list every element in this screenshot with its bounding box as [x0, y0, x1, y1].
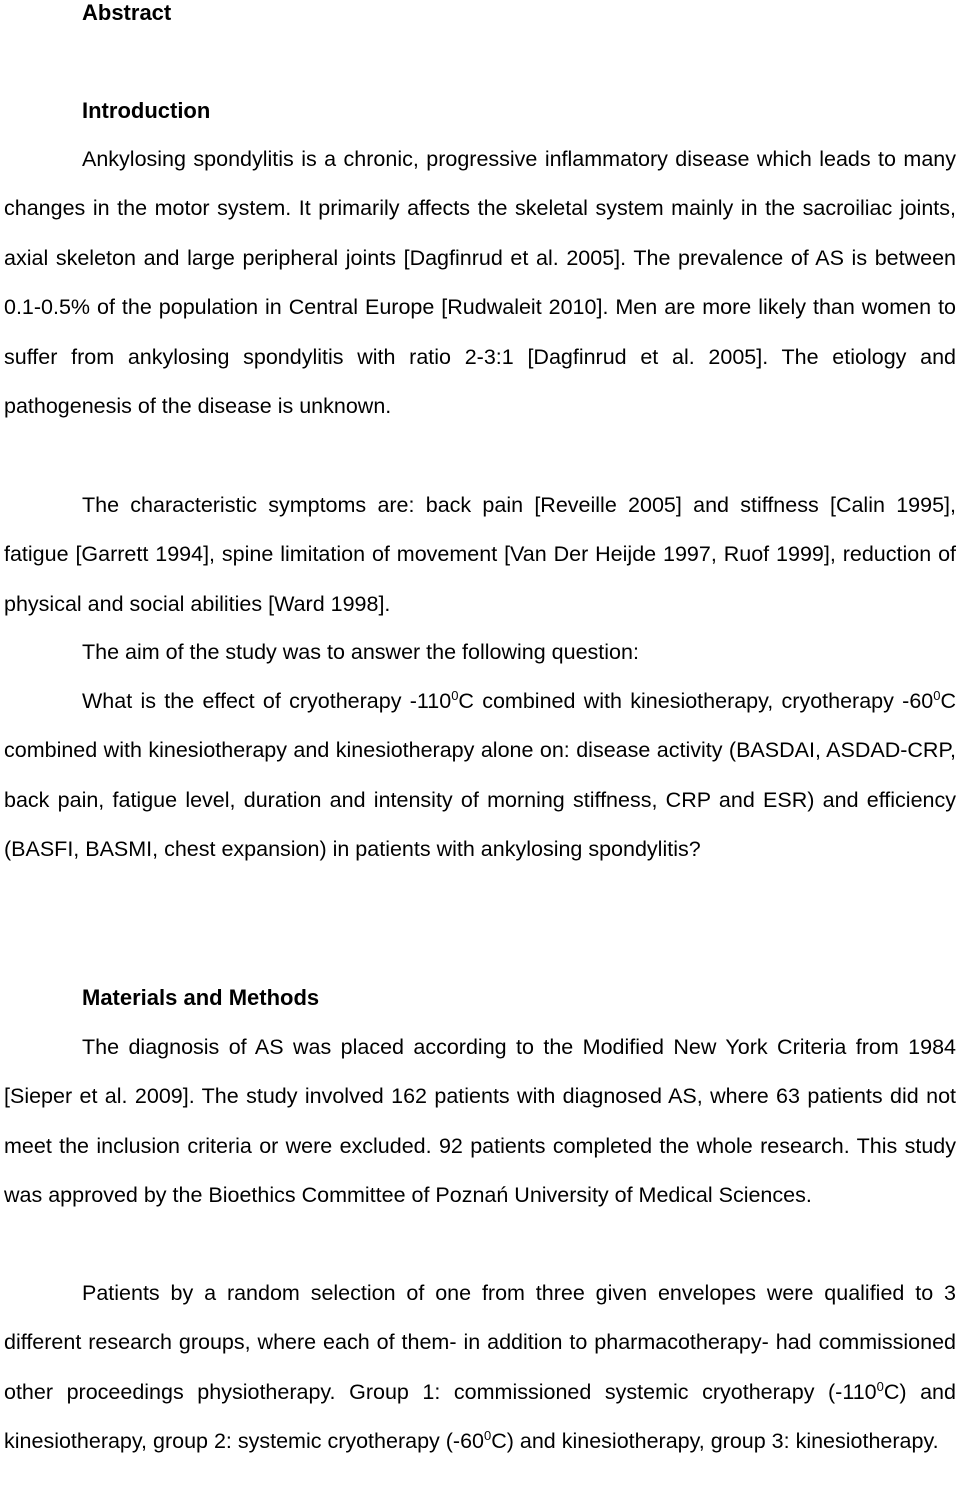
intro-paragraph-1: Ankylosing spondylitis is a chronic, progressive inflammatory disease which leads to many changes in the motor system. It primarily affects the skeletal system mainly in the sacroiliac joints, axial skeleton and large peripheral joints [Dagfinrud et al. 2005]. The prevalence of AS is between 0.1-0.5% of the population in Central Europe [Rudwaleit 2010]. Men are more likely than women to suffer from ankylosing spondylitis with ratio 2-3:1 [Dagfinrud et al. 2005]. The etiology and pathogenesis of the disease is unknown. — [4, 147, 956, 419]
research-question — [4, 677, 956, 875]
methods-paragraph-1: The diagnosis of AS was placed according to the Modified New York Criteria from 1984 [Sieper et al. 2009]. The study involved 162 patients with diagnosed AS, where 63 patients did not meet the inclusion criteria or were excluded. 92 patients completed the whole research. This study was approved by the Bioethics Committee of Poznań University of Medical Sciences. — [4, 1035, 956, 1208]
research-question-text-3: C combined with kinesiotherapy and kinesiotherapy alone on: disease activity (BASDAI, ASDAD-CRP, back pain, fatigue level, duration and intensity of morning stiffness, CRP and ESR) and efficiency (BASFI, BASMI, chest expansion) in patients with ankylosing spondylitis? — [4, 689, 956, 862]
methods-paragraph-2-text-3: C) and kinesiotherapy, group 3: kinesiotherapy. — [491, 1429, 939, 1454]
introduction-heading: Introduction — [82, 98, 211, 123]
degree-superscript: 0 — [483, 1428, 492, 1444]
methods-paragraph-2 — [4, 1269, 956, 1467]
methods-paragraph-2-text-2: C) and kinesiotherapy, group 2: systemic cryotherapy (-60 — [4, 1379, 956, 1454]
intro-paragraph-2: The characteristic symptoms are: back pain [Reveille 2005] and stiffness [Calin 1995], fatigue [Garrett 1994], spine limitation of movement [Van Der Heijde 1997, Ruof 1999], reduction of physical and social abilities [Ward 1998]. — [4, 493, 956, 616]
methods-heading: Materials and Methods — [82, 985, 320, 1010]
intro-paragraph-3: The aim of the study was to answer the following question: — [82, 640, 639, 664]
degree-superscript: 0 — [876, 1379, 884, 1395]
degree-superscript: 0 — [451, 688, 459, 704]
research-question-text-2: C combined with kinesiotherapy, cryotherapy -60 — [458, 689, 934, 713]
methods-paragraph-2-text-1: Patients by a random selection of one from three given envelopes were qualified to 3 different research groups, where each of them- in addition to pharmacotherapy- had commissioned other proceedings physiotherapy. Group 1: commissioned systemic cryotherapy (-110 — [4, 1281, 956, 1404]
research-question-text-1: What is the effect of cryotherapy -110 — [82, 689, 452, 713]
degree-superscript: 0 — [933, 688, 941, 704]
abstract-heading: Abstract — [82, 0, 172, 25]
